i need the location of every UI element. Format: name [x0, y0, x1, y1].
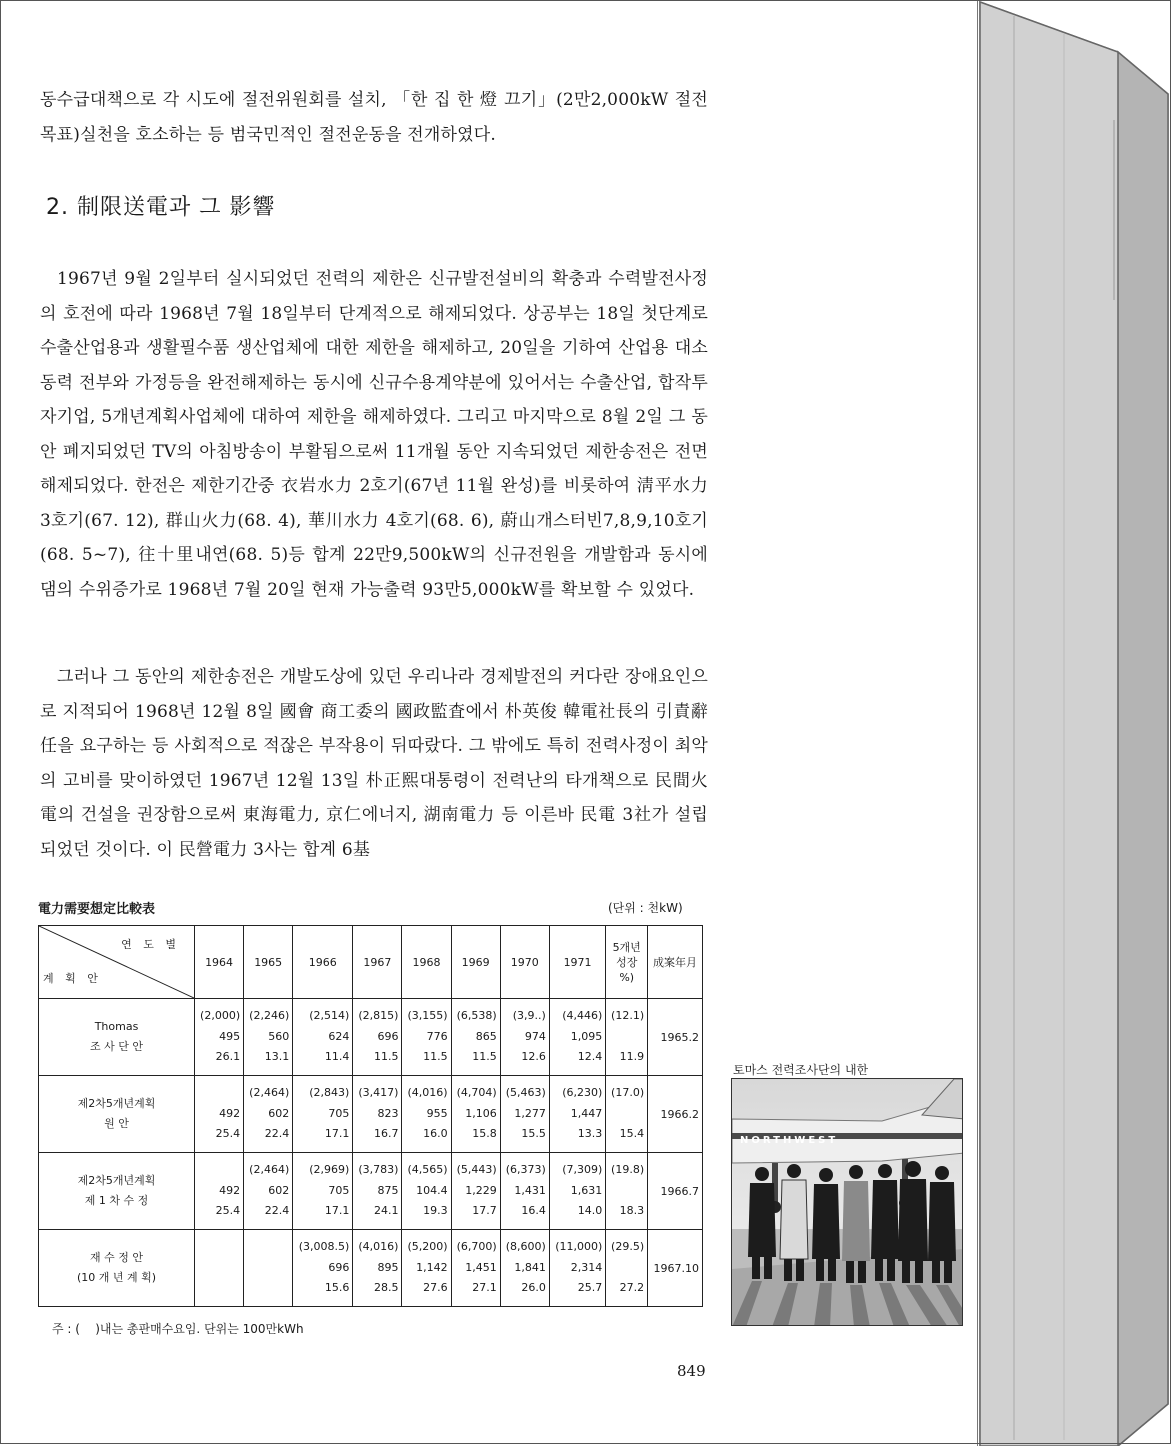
plan-name-cell: 제2차5개년계획 제 1 차 수 정 — [39, 1153, 195, 1230]
value-cell: (2,969) 705 17.1 — [293, 1153, 353, 1230]
value-cell: (8,600) 1,841 26.0 — [500, 1230, 549, 1307]
value-cell: (3,9..) 974 12.6 — [500, 999, 549, 1076]
value-cell: (4,016) 955 16.0 — [402, 1076, 451, 1153]
adopted-header: 成案年月 — [648, 926, 703, 999]
year-header: 1971 — [549, 926, 605, 999]
adopted-date-cell: 1966.2 — [648, 1076, 703, 1153]
value-cell: 492 25.4 — [195, 1153, 244, 1230]
adopted-date-cell: 1967.10 — [648, 1230, 703, 1307]
value-cell: 492 25.4 — [195, 1076, 244, 1153]
growth-header: 5개년 성장 %) — [606, 926, 648, 999]
page-number: 849 — [677, 1362, 706, 1380]
value-cell: (6,700) 1,451 27.1 — [451, 1230, 500, 1307]
year-header: 1968 — [402, 926, 451, 999]
value-cell: (19.8) 18.3 — [606, 1153, 648, 1230]
plan-name-cell: 재 수 정 안 (10 개 년 계 획) — [39, 1230, 195, 1307]
value-cell: (5,200) 1,142 27.6 — [402, 1230, 451, 1307]
airline-text: NORTHWEST — [740, 1135, 839, 1146]
value-cell: (3,155) 776 11.5 — [402, 999, 451, 1076]
year-header: 1966 — [293, 926, 353, 999]
plan-name-cell: Thomas 조 사 단 안 — [39, 999, 195, 1076]
value-cell: (3,008.5) 696 15.6 — [293, 1230, 353, 1307]
value-cell: (2,000) 495 26.1 — [195, 999, 244, 1076]
section-title: 2. 制限送電과 그 影響 — [46, 195, 276, 220]
year-header: 1970 — [500, 926, 549, 999]
value-cell: (5,463) 1,277 15.5 — [500, 1076, 549, 1153]
value-cell: (17.0) 15.4 — [606, 1076, 648, 1153]
value-cell: (2,843) 705 17.1 — [293, 1076, 353, 1153]
intro-paragraph: 동수급대책으로 각 시도에 절전위원회를 설치, 「한 집 한 燈 끄기」(2만2,000kW 절전목표)실천을 호소하는 등 범국민적인 절전운동을 전개하였다. — [40, 90, 708, 145]
value-cell: (11,000) 2,314 25.7 — [549, 1230, 605, 1307]
table-unit-label: (단위 : 천kW) — [608, 901, 683, 915]
value-cell: (2,246) 560 13.1 — [244, 999, 293, 1076]
adopted-date-cell: 1966.7 — [648, 1153, 703, 1230]
year-header: 1965 — [244, 926, 293, 999]
body-paragraph-1: 1967년 9월 2일부터 실시되었던 전력의 제한은 신규발전설비의 확충과 수력발전사정의 호전에 따라 1968년 7월 18일부터 단계적으로 해제되었다. 상공부는 18일 첫단계로 수출산업용과 생활필수품 생산업체에 대한 제한을 해제하고, 20일을 기하여 산업용 대소동력 전부와 가정등을 완전해제하는 동시에 신규수용계약분에 있어서는 수출산업, 합작투자기업, 5개년계획사업체에 대하여 제한을 해제하였다. 그리고 마지막으로 8월 2일 그 동안 폐지되었던 TV의 아침방송이 부활됨으로써 11개월 동안 지속되었던 제한송전은 전면해제되었다. 한전은 제한기간중 衣岩水力 2호기(67년 11월 완성)를 비롯하여 淸平水力 3호기(67. 12), 群山火力(68. 4), 華川水力 4호기(68. 6), 蔚山개스터빈7,8,9,10호기(68. 5~7), 往十里내연(68. 5)등 합계 22만9,500kW의 신규전원을 개발함과 동시에 댐의 수위증가로 1968년 7월 20일 현재 가능출력 93만5,000kW를 확보할 수 있었다. — [40, 269, 708, 600]
value-cell: (2,464) 602 22.4 — [244, 1076, 293, 1153]
header-year-label: 연 도 별 — [121, 938, 180, 951]
value-cell: (29.5) 27.2 — [606, 1230, 648, 1307]
adopted-date-cell: 1965.2 — [648, 999, 703, 1076]
table-title: 電力需要想定比較表 — [38, 902, 156, 917]
value-cell: (12.1) 11.9 — [606, 999, 648, 1076]
table-footnote: 주 : ( )내는 총판매수요임. 단위는 100만kWh — [52, 1322, 304, 1336]
year-header: 1969 — [451, 926, 500, 999]
value-cell: (2,514) 624 11.4 — [293, 999, 353, 1076]
photo-caption: 토마스 전력조사단의 내한 — [733, 1063, 869, 1077]
year-header: 1967 — [353, 926, 402, 999]
value-cell: (7,309) 1,631 14.0 — [549, 1153, 605, 1230]
value-cell: (4,565) 104.4 19.3 — [402, 1153, 451, 1230]
plan-name-cell: 제2차5개년계획 원 안 — [39, 1076, 195, 1153]
value-cell: (5,443) 1,229 17.7 — [451, 1153, 500, 1230]
body-paragraph-2: 그러나 그 동안의 제한송전은 개발도상에 있던 우리나라 경제발전의 커다란 장애요인으로 지적되어 1968년 12월 8일 國會 商工委의 國政監査에서 朴英俊 韓電社長의 引責辭任을 요구하는 등 사회적으로 적잖은 부작용이 뒤따랐다. 그 밖에도 특히 전력사정이 최악의 고비를 맞이하였던 1967년 12월 13일 朴正熙대통령이 전력난의 타개책으로 民間火電의 건설을 권장함으로써 東海電力, 京仁에너지, 湖南電力 등 이른바 民電 3社가 설립되었던 것이다. 이 民營電力 3사는 합계 6基 — [40, 667, 708, 860]
year-header: 1964 — [195, 926, 244, 999]
value-cell: (2,464) 602 22.4 — [244, 1153, 293, 1230]
value-cell: (6,373) 1,431 16.4 — [500, 1153, 549, 1230]
value-cell: (4,704) 1,106 15.8 — [451, 1076, 500, 1153]
value-cell: (2,815) 696 11.5 — [353, 999, 402, 1076]
value-cell: (4,016) 895 28.5 — [353, 1230, 402, 1307]
value-cell: (4,446) 1,095 12.4 — [549, 999, 605, 1076]
value-cell: (3,783) 875 24.1 — [353, 1153, 402, 1230]
value-cell: (6,230) 1,447 13.3 — [549, 1076, 605, 1153]
header-plan-label: 계 획 안 — [43, 972, 102, 985]
value-cell: (3,417) 823 16.7 — [353, 1076, 402, 1153]
value-cell: (6,538) 865 11.5 — [451, 999, 500, 1076]
